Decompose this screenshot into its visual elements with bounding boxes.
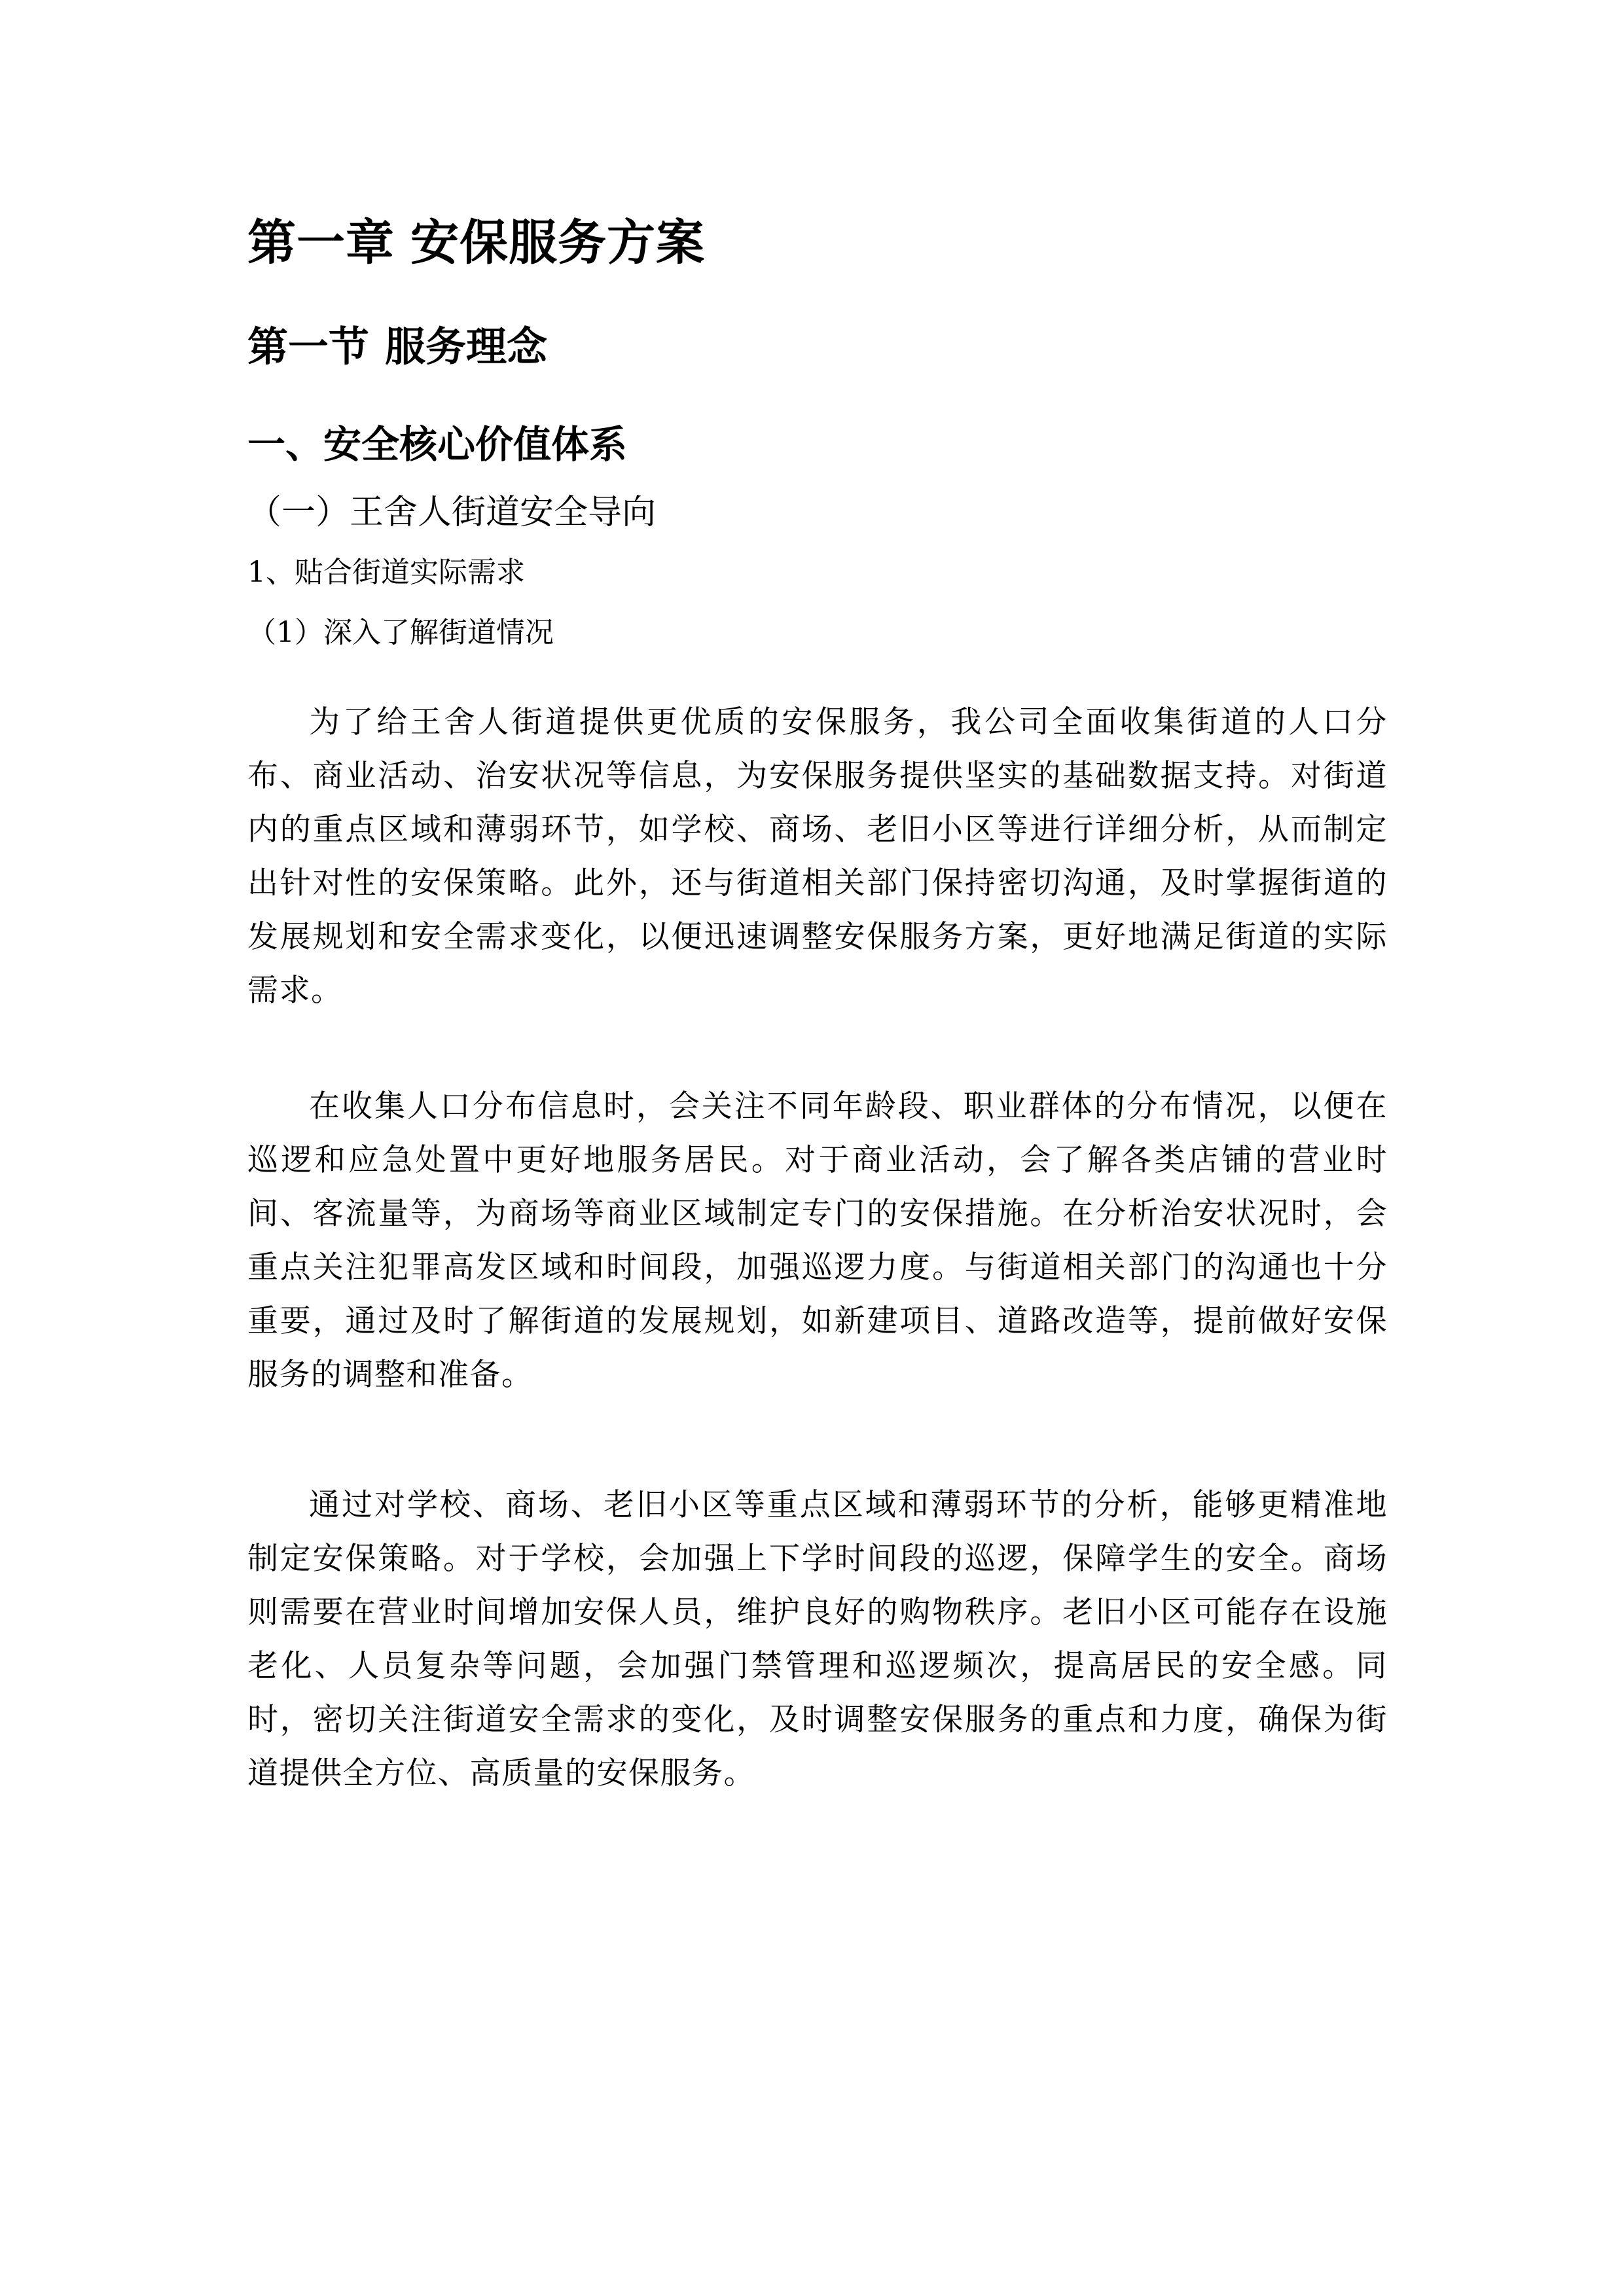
body-paragraph-2: 在收集人口分布信息时，会关注不同年龄段、职业群体的分布情况，以便在巡逻和应急处置中更好地服务居民。对于商业活动，会了解各类店铺的营业时间、客流量等，为商场等商业区域制定专门的安保措施。在分析治安状况时，会重点关注犯罪高发区域和时间段，加强巡逻力度。与街道相关部门的沟通也十分重要，通过及时了解街道的发展规划，如新建项目、道路改造等，提前做好安保服务的调整和准备。 xyxy=(247,1088,1388,1393)
heading-level-6: （1）深入了解街道情况 xyxy=(247,616,554,649)
section-number: 第一节 xyxy=(247,323,370,370)
heading-level-5: 1、贴合街道实际需求 xyxy=(247,556,525,589)
body-paragraph-3: 通过对学校、商场、老旧小区等重点区域和薄弱环节的分析，能够更精准地制定安保策略。对于学校，会加强上下学时间段的巡逻，保障学生的安全。商场则需要在营业时间增加安保人员，维护良好的购物秩序。老旧小区可能存在设施老化、人员复杂等问题，会加强门禁管理和巡逻频次，提高居民的安全感。同时，密切关注街道安全需求的变化，及时调整安保服务的重点和力度，确保为街道提供全方位、高质量的安保服务。 xyxy=(247,1487,1388,1791)
section-title-text: 服务理念 xyxy=(385,323,548,370)
chapter-title-text: 安保服务方案 xyxy=(410,215,705,271)
heading-level-4: （一）王舍人街道安全导向 xyxy=(247,493,657,532)
chapter-title xyxy=(247,204,705,274)
section-title xyxy=(247,314,547,372)
heading-level-3: 一、安全核心价值体系 xyxy=(247,422,628,467)
chapter-number: 第一章 xyxy=(247,215,395,271)
body-paragraph-1: 为了给王舍人街道提供更优质的安保服务，我公司全面收集街道的人口分布、商业活动、治安状况等信息，为安保服务提供坚实的基础数据支持。对街道内的重点区域和薄弱环节，如学校、商场、老旧小区等进行详细分析，从而制定出针对性的安保策略。此外，还与街道相关部门保持密切沟通，及时掌握街道的发展规划和安全需求变化，以便迅速调整安保服务方案，更好地满足街道的实际需求。 xyxy=(247,704,1388,1009)
